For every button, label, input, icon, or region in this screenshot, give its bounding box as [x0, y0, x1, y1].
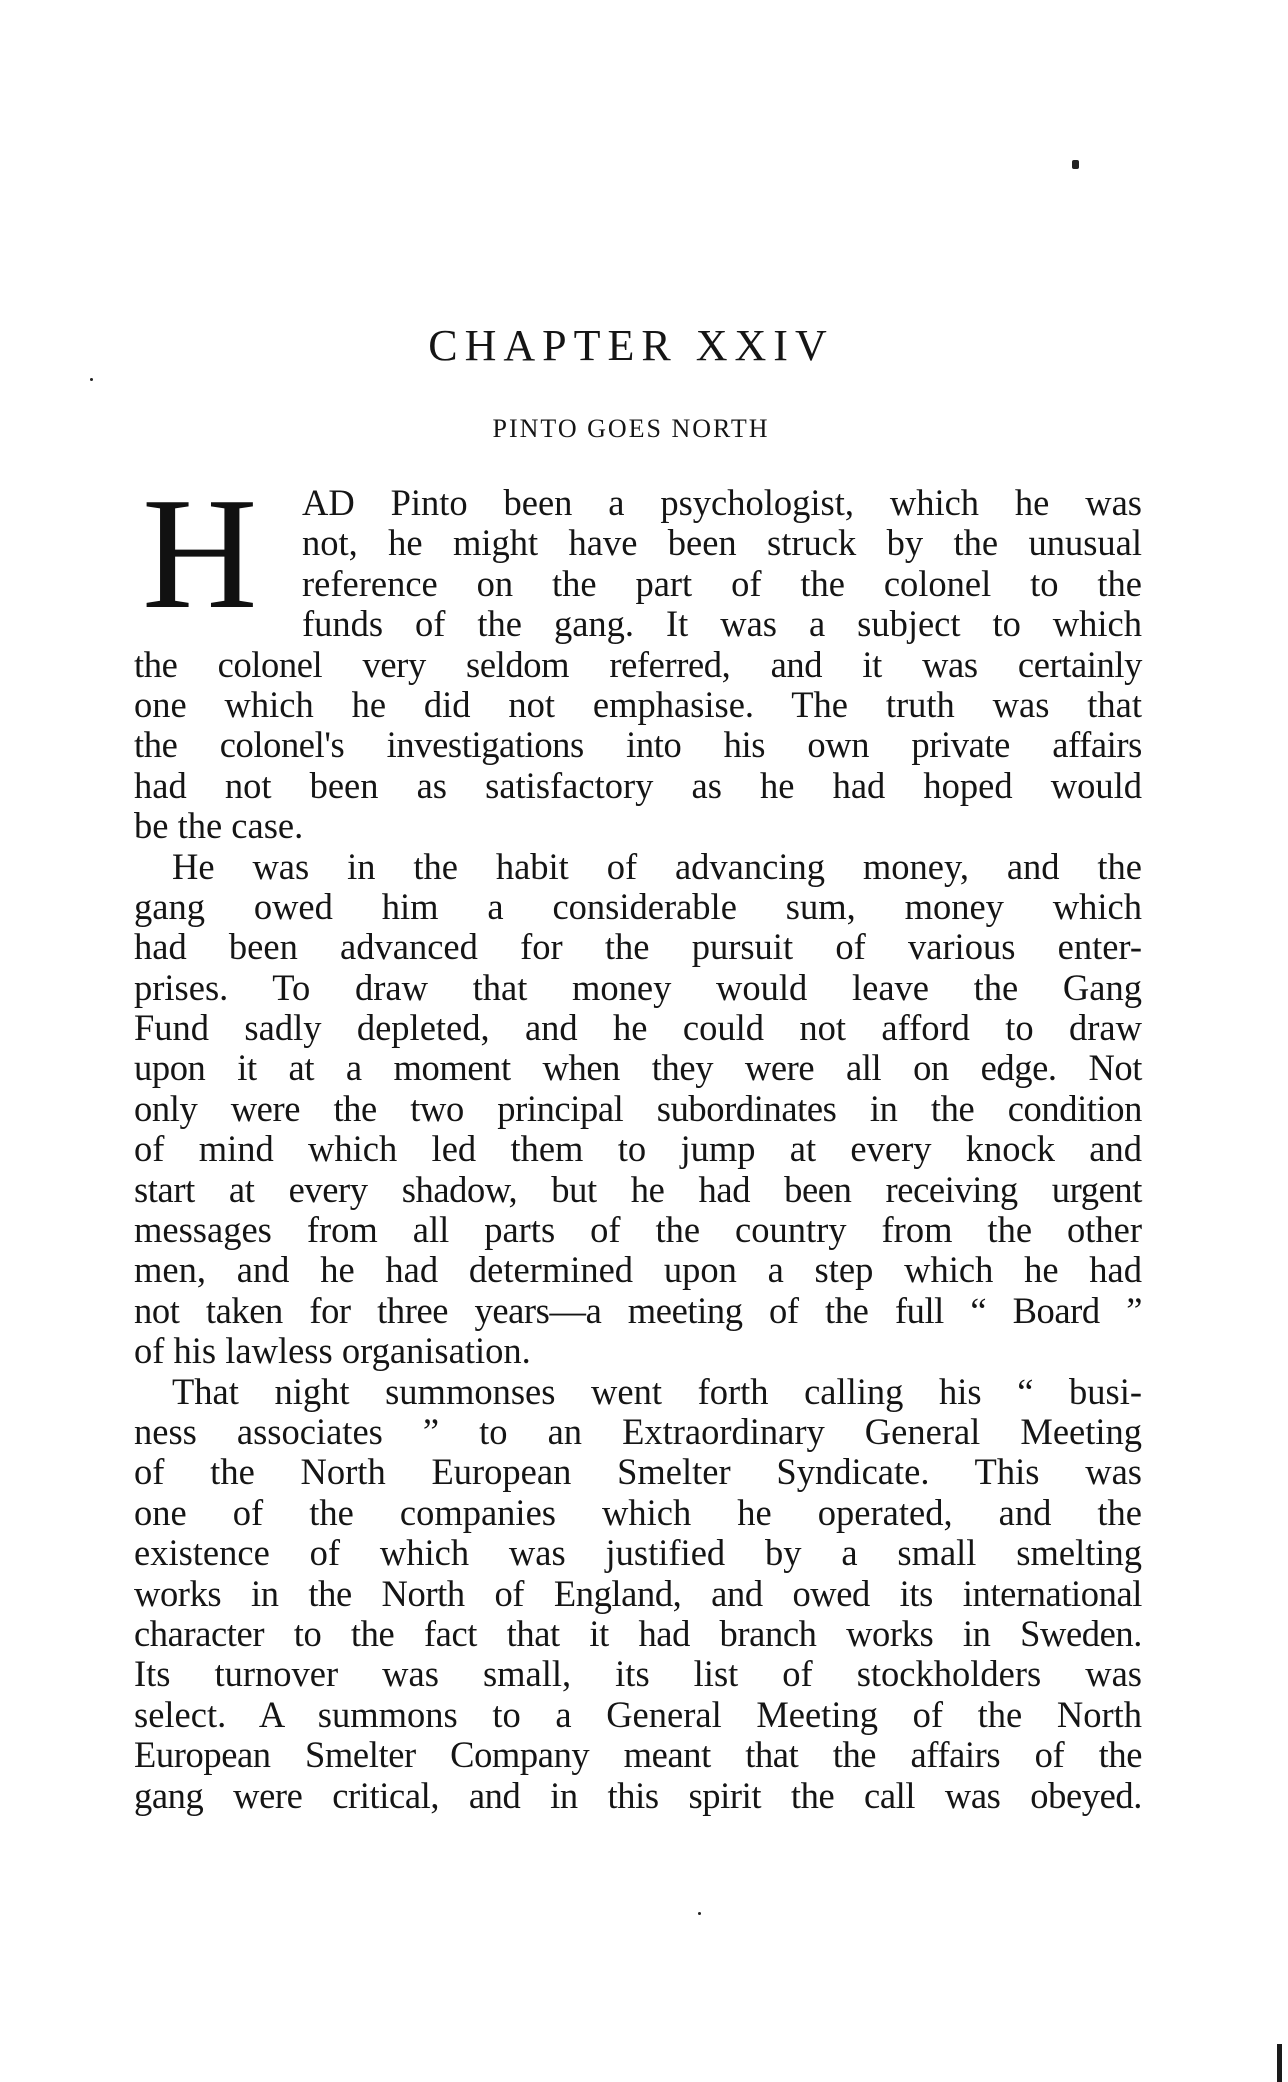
text-line: of mind which led them to jump at every knock and: [134, 1128, 1142, 1170]
text-line: Fund sadly depleted, and he could not afford to draw: [134, 1007, 1142, 1049]
text-line: ness associates ” to an Extraordinary General Meeting: [134, 1410, 1142, 1452]
text-line: not taken for three years—a meeting of the full “ Board ”: [134, 1289, 1142, 1331]
text-line: gang owed him a considerable sum, money which: [134, 885, 1142, 927]
text-line: the colonel's investigations into his own private affairs: [134, 724, 1142, 766]
text-line: works in the North of England, and owed its international: [134, 1572, 1142, 1614]
text-line: one of the companies which he operated, and the: [134, 1491, 1142, 1533]
text-line: of the North European Smelter Syndicate. This was: [134, 1451, 1142, 1493]
text-line: funds of the gang. It was a subject to which: [302, 603, 1142, 645]
text-line: He was in the habit of advancing money, and the: [172, 845, 1142, 887]
chapter-body: [134, 464, 1142, 1816]
text-line: only were the two principal subordinates in the condition: [134, 1087, 1142, 1129]
page-edge-mark: [1277, 2044, 1282, 2082]
text-line: European Smelter Company meant that the affairs of the: [134, 1734, 1142, 1776]
text-line: select. A summons to a General Meeting of the North: [134, 1693, 1142, 1735]
ink-speck: [1072, 160, 1079, 169]
text-line: Its turnover was small, its list of stockholders was: [134, 1653, 1142, 1695]
drop-cap: H: [142, 464, 258, 642]
text-line: reference on the part of the colonel to the: [302, 562, 1142, 604]
text-line: AD Pinto been a psychologist, which he was: [302, 482, 1142, 523]
text-line: one which he did not emphasise. The truth was that: [134, 683, 1142, 725]
text-line: the colonel very seldom referred, and it was certainly: [134, 643, 1142, 685]
text-line: be the case.: [134, 805, 304, 847]
text-line: character to the fact that it had branch works in Sweden.: [134, 1612, 1142, 1654]
text-line: had been advanced for the pursuit of various enter-: [134, 926, 1142, 968]
text-line: messages from all parts of the country from the other: [134, 1209, 1142, 1251]
ink-speck: [90, 378, 93, 381]
text-line: start at every shadow, but he had been receiving urgent: [134, 1168, 1142, 1210]
text-line: not, he might have been struck by the unusual: [302, 522, 1142, 564]
text-line: upon it at a moment when they were all on edge. Not: [134, 1047, 1142, 1089]
text-line: gang were critical, and in this spirit the call was obeyed.: [134, 1774, 1142, 1816]
chapter-subtitle: PINTO GOES NORTH: [492, 414, 770, 443]
text-line: had not been as satisfactory as he had hoped would: [134, 764, 1142, 806]
text-line: That night summonses went forth calling his “ busi-: [172, 1370, 1142, 1412]
ink-speck: [698, 1912, 701, 1915]
text-line: men, and he had determined upon a step which he had: [134, 1249, 1142, 1291]
text-line: of his lawless organisation.: [134, 1330, 531, 1372]
text-line: existence of which was justified by a small smelting: [134, 1532, 1142, 1574]
chapter-title: CHAPTER XXIV: [428, 321, 834, 370]
text-line: prises. To draw that money would leave the Gang: [134, 966, 1142, 1008]
